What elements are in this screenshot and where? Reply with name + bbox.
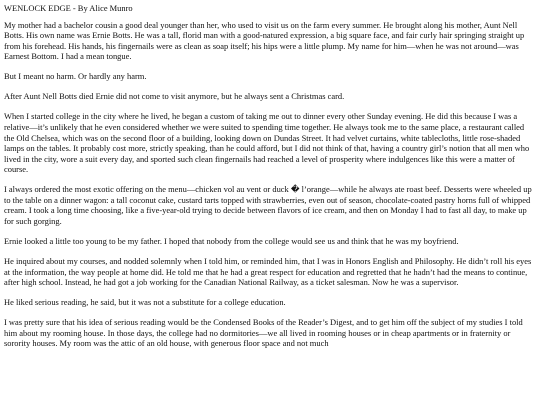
paragraph-3: After Aunt Nell Botts died Ernie did not come to visit anymore, but he always sent a Christmas card. — [4, 91, 345, 102]
paragraph-9: I was pretty sure that his idea of serious reading would be the Condensed Books of the Reader’s Digest, and to get him off the subject of my studies I told him about my rooming house. In those days, the college had no dormitories—we all lived in rooming houses or in cheap apartments or in fraternity or sorority houses. My room was the attic of an old house, with generous floor space and not much — [4, 317, 523, 349]
paragraph-8: He liked serious reading, he said, but it was not a substitute for a college education. — [4, 297, 286, 308]
paragraph-7: He inquired about my courses, and nodded solemnly when I told him, or reminded him, that I was in Honors English and Philosophy. He didn’t roll his eyes at the information, the way people at home did. He told me that he had a great respect for education and regretted that he hadn’t had the means to continue, after high school. Instead, he had got a job working for the Canadian National Railway, as a ticket salesman. Now he was a supervisor. — [4, 256, 532, 288]
story-title: WENLOCK EDGE - By Alice Munro — [4, 3, 133, 13]
paragraph-5: I always ordered the most exotic offering on the menu—chicken vol au vent or duck � l’orange—while he always ate roast beef. Desserts were wheeled up to the table on a dinner wagon: a tall coconut cake, custard tarts topped with strawberries, even out of season, chocolate-coated pastry horns full of whipped cream. I took a long time choosing, like a five-year-old trying to decide between flavors of ice cream, and then on Monday I had to fast all day, to make up for such gorging. — [4, 184, 532, 227]
paragraph-1: My mother had a bachelor cousin a good deal younger than her, who used to visit us on the farm every summer. He brought along his mother, Aunt Nell Botts. His own name was Ernie Botts. He was a tall, florid man with a good-natured expression, a big square face, and fair curly hair springing straight up from his forehead. His hands, his fingernails were as clean as soap itself; his hips were a little plump. My name for him—when he was not around—was Earnest Bottom. I had a mean tongue. — [4, 19, 525, 62]
paragraph-2: But I meant no harm. Or hardly any harm. — [4, 71, 147, 82]
paragraph-6: Ernie looked a little too young to be my father. I hoped that nobody from the college would see us and think that he was my boyfriend. — [4, 236, 459, 247]
story-page — [4, 3, 536, 358]
paragraph-4: When I started college in the city where he lived, he began a custom of taking me out to dinner every other Sunday evening. He did this because I was a relative—it’s unlikely that he even considered whether we were suited to spending time together. He always took me to the same place, a restaurant called the Old Chelsea, which was on the second floor of a building, looking down on Dundas Street. It had velvet curtains, white tablecloths, little rose-shaded lamps on the tables. It probably cost more, strictly speaking, than he could afford, but I did not think of that, having a country girl’s notion that all men who lived in the city, wore a suit every day, and sported such clean fingernails had reached a level of prosperity where indulgences like this were a matter of course. — [4, 111, 530, 175]
